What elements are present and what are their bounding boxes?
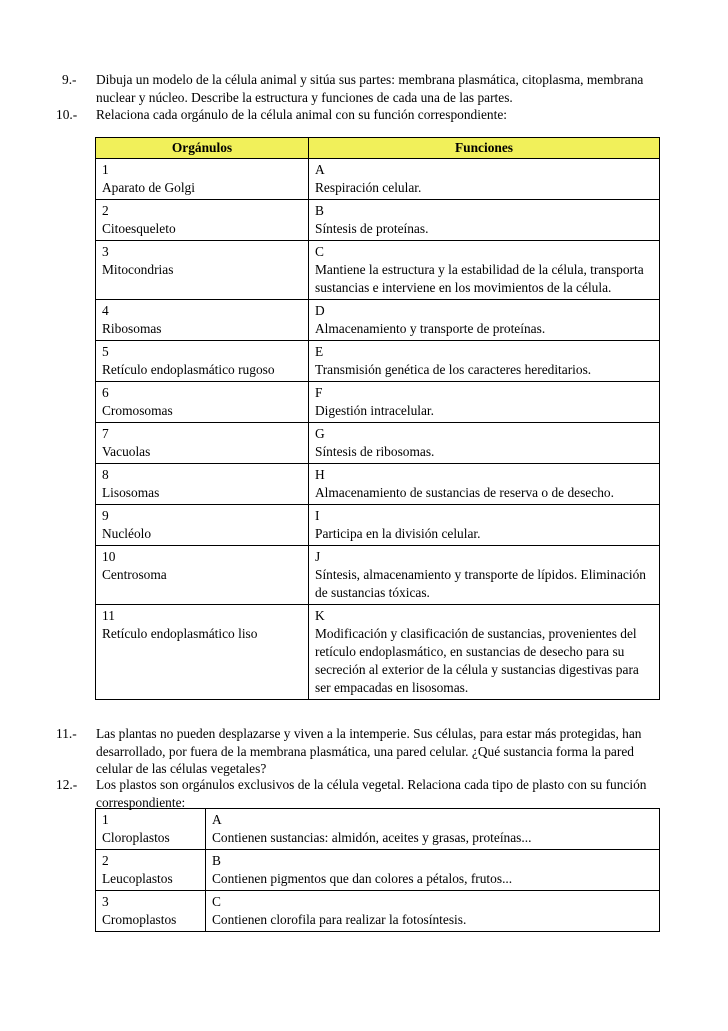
function-text: Digestión intracelular.	[315, 403, 434, 418]
function-cell	[206, 809, 660, 850]
function-cell	[309, 464, 660, 505]
question-number: 9.-	[62, 72, 77, 87]
function-cell	[309, 605, 660, 700]
function-letter: H	[315, 467, 325, 482]
function-text: Participa en la división celular.	[315, 526, 481, 541]
organelles-table	[95, 137, 660, 700]
table-row	[96, 850, 660, 891]
table-row	[96, 159, 660, 200]
function-cell	[206, 850, 660, 891]
item-number: 6	[102, 385, 109, 400]
function-cell	[309, 241, 660, 300]
function-cell	[309, 300, 660, 341]
item-number: 2	[102, 853, 109, 868]
item-name: Mitocondrias	[102, 262, 174, 277]
table-row	[96, 300, 660, 341]
item-name: Nucléolo	[102, 526, 152, 541]
question-text: Las plantas no pueden desplazarse y viven a la intemperie. Sus células, para estar más protegidas, han desarrollado, por fuera de la membrana plasmática, una pared celular. ¿Qué sustancia forma la pared celular de las células vegetales?	[96, 726, 642, 776]
organelle-cell	[96, 382, 309, 423]
function-text: Síntesis, almacenamiento y transporte de lípidos. Eliminación de sustancias tóxicas.	[315, 567, 646, 600]
item-name: Retículo endoplasmático rugoso	[102, 362, 275, 377]
item-number: 7	[102, 426, 109, 441]
organelle-cell	[96, 200, 309, 241]
function-letter: J	[315, 549, 321, 564]
item-name: Cromoplastos	[102, 912, 177, 927]
item-name: Centrosoma	[102, 567, 167, 582]
function-text: Modificación y clasificación de sustancias, provenientes del retículo endoplasmático, en sustancias de desecho para su secreción al exterior de la célula y sustancias digestivas para ser empacadas en lisosomas.	[315, 626, 639, 695]
function-letter: K	[315, 608, 325, 623]
organelle-cell	[96, 464, 309, 505]
function-cell	[309, 200, 660, 241]
function-text: Síntesis de ribosomas.	[315, 444, 435, 459]
table-row	[96, 200, 660, 241]
table-row	[96, 341, 660, 382]
item-name: Cloroplastos	[102, 830, 170, 845]
table-row	[96, 546, 660, 605]
function-letter: B	[212, 853, 221, 868]
organelle-cell	[96, 546, 309, 605]
organelle-cell	[96, 605, 309, 700]
function-letter: C	[315, 244, 324, 259]
organelle-cell	[96, 505, 309, 546]
item-number: 1	[102, 162, 109, 177]
header-funciones: Funciones	[309, 138, 660, 159]
function-cell	[309, 505, 660, 546]
item-number: 3	[102, 244, 109, 259]
header-organulos: Orgánulos	[96, 138, 309, 159]
function-cell	[309, 159, 660, 200]
table-row	[96, 505, 660, 546]
item-number: 3	[102, 894, 109, 909]
plastid-cell	[96, 850, 206, 891]
table-row	[96, 809, 660, 850]
item-number: 10	[102, 549, 116, 564]
question-text: Los plastos son orgánulos exclusivos de la célula vegetal. Relaciona cada tipo de plasto con su función correspondiente:	[96, 777, 647, 810]
organelle-cell	[96, 159, 309, 200]
function-cell	[309, 423, 660, 464]
function-letter: F	[315, 385, 323, 400]
function-cell	[309, 546, 660, 605]
function-letter: A	[212, 812, 222, 827]
question-12	[56, 776, 666, 811]
question-number: 10.-	[56, 107, 78, 122]
question-text: Dibuja un modelo de la célula animal y sitúa sus partes: membrana plasmática, citoplasma, membrana nuclear y núcleo. Describe la estructura y funciones de cada una de las partes.	[96, 72, 644, 105]
item-number: 2	[102, 203, 109, 218]
function-text: Almacenamiento de sustancias de reserva o de desecho.	[315, 485, 614, 500]
function-letter: E	[315, 344, 324, 359]
function-text: Contienen clorofila para realizar la fotosíntesis.	[212, 912, 467, 927]
organelle-cell	[96, 300, 309, 341]
item-name: Vacuolas	[102, 444, 151, 459]
question-11	[56, 725, 666, 778]
function-text: Síntesis de proteínas.	[315, 221, 429, 236]
item-name: Aparato de Golgi	[102, 180, 195, 195]
plastids-table	[95, 808, 660, 932]
organelle-cell	[96, 241, 309, 300]
function-cell	[309, 341, 660, 382]
function-letter: D	[315, 303, 325, 318]
function-letter: B	[315, 203, 324, 218]
function-text: Contienen pigmentos que dan colores a pétalos, frutos...	[212, 871, 513, 886]
function-cell	[309, 382, 660, 423]
item-name: Ribosomas	[102, 321, 162, 336]
table-header-row	[96, 138, 660, 159]
item-name: Leucoplastos	[102, 871, 173, 886]
item-number: 4	[102, 303, 109, 318]
item-number: 8	[102, 467, 109, 482]
function-letter: G	[315, 426, 325, 441]
function-text: Respiración celular.	[315, 180, 422, 195]
question-number: 12.-	[56, 777, 78, 792]
item-number: 5	[102, 344, 109, 359]
function-text: Contienen sustancias: almidón, aceites y grasas, proteínas...	[212, 830, 532, 845]
item-name: Cromosomas	[102, 403, 173, 418]
question-text: Relaciona cada orgánulo de la célula animal con su función correspondiente:	[96, 107, 507, 122]
item-number: 11	[102, 608, 115, 623]
item-name: Citoesqueleto	[102, 221, 176, 236]
table-row	[96, 605, 660, 700]
table-row	[96, 891, 660, 932]
item-name: Retículo endoplasmático liso	[102, 626, 258, 641]
table-row	[96, 423, 660, 464]
item-name: Lisosomas	[102, 485, 160, 500]
question-number: 11.-	[56, 726, 77, 741]
function-cell	[206, 891, 660, 932]
function-text: Transmisión genética de los caracteres hereditarios.	[315, 362, 592, 377]
table-row	[96, 464, 660, 505]
question-10	[56, 106, 666, 124]
table-row	[96, 382, 660, 423]
table-row	[96, 241, 660, 300]
function-text: Almacenamiento y transporte de proteínas.	[315, 321, 546, 336]
plastid-cell	[96, 809, 206, 850]
function-letter: C	[212, 894, 221, 909]
organelle-cell	[96, 423, 309, 464]
function-letter: A	[315, 162, 325, 177]
plastid-cell	[96, 891, 206, 932]
item-number: 1	[102, 812, 109, 827]
function-letter: I	[315, 508, 320, 523]
organelle-cell	[96, 341, 309, 382]
item-number: 9	[102, 508, 109, 523]
function-text: Mantiene la estructura y la estabilidad de la célula, transporta sustancias e interviene en los movimientos de la célula.	[315, 262, 644, 295]
question-9	[62, 71, 666, 106]
